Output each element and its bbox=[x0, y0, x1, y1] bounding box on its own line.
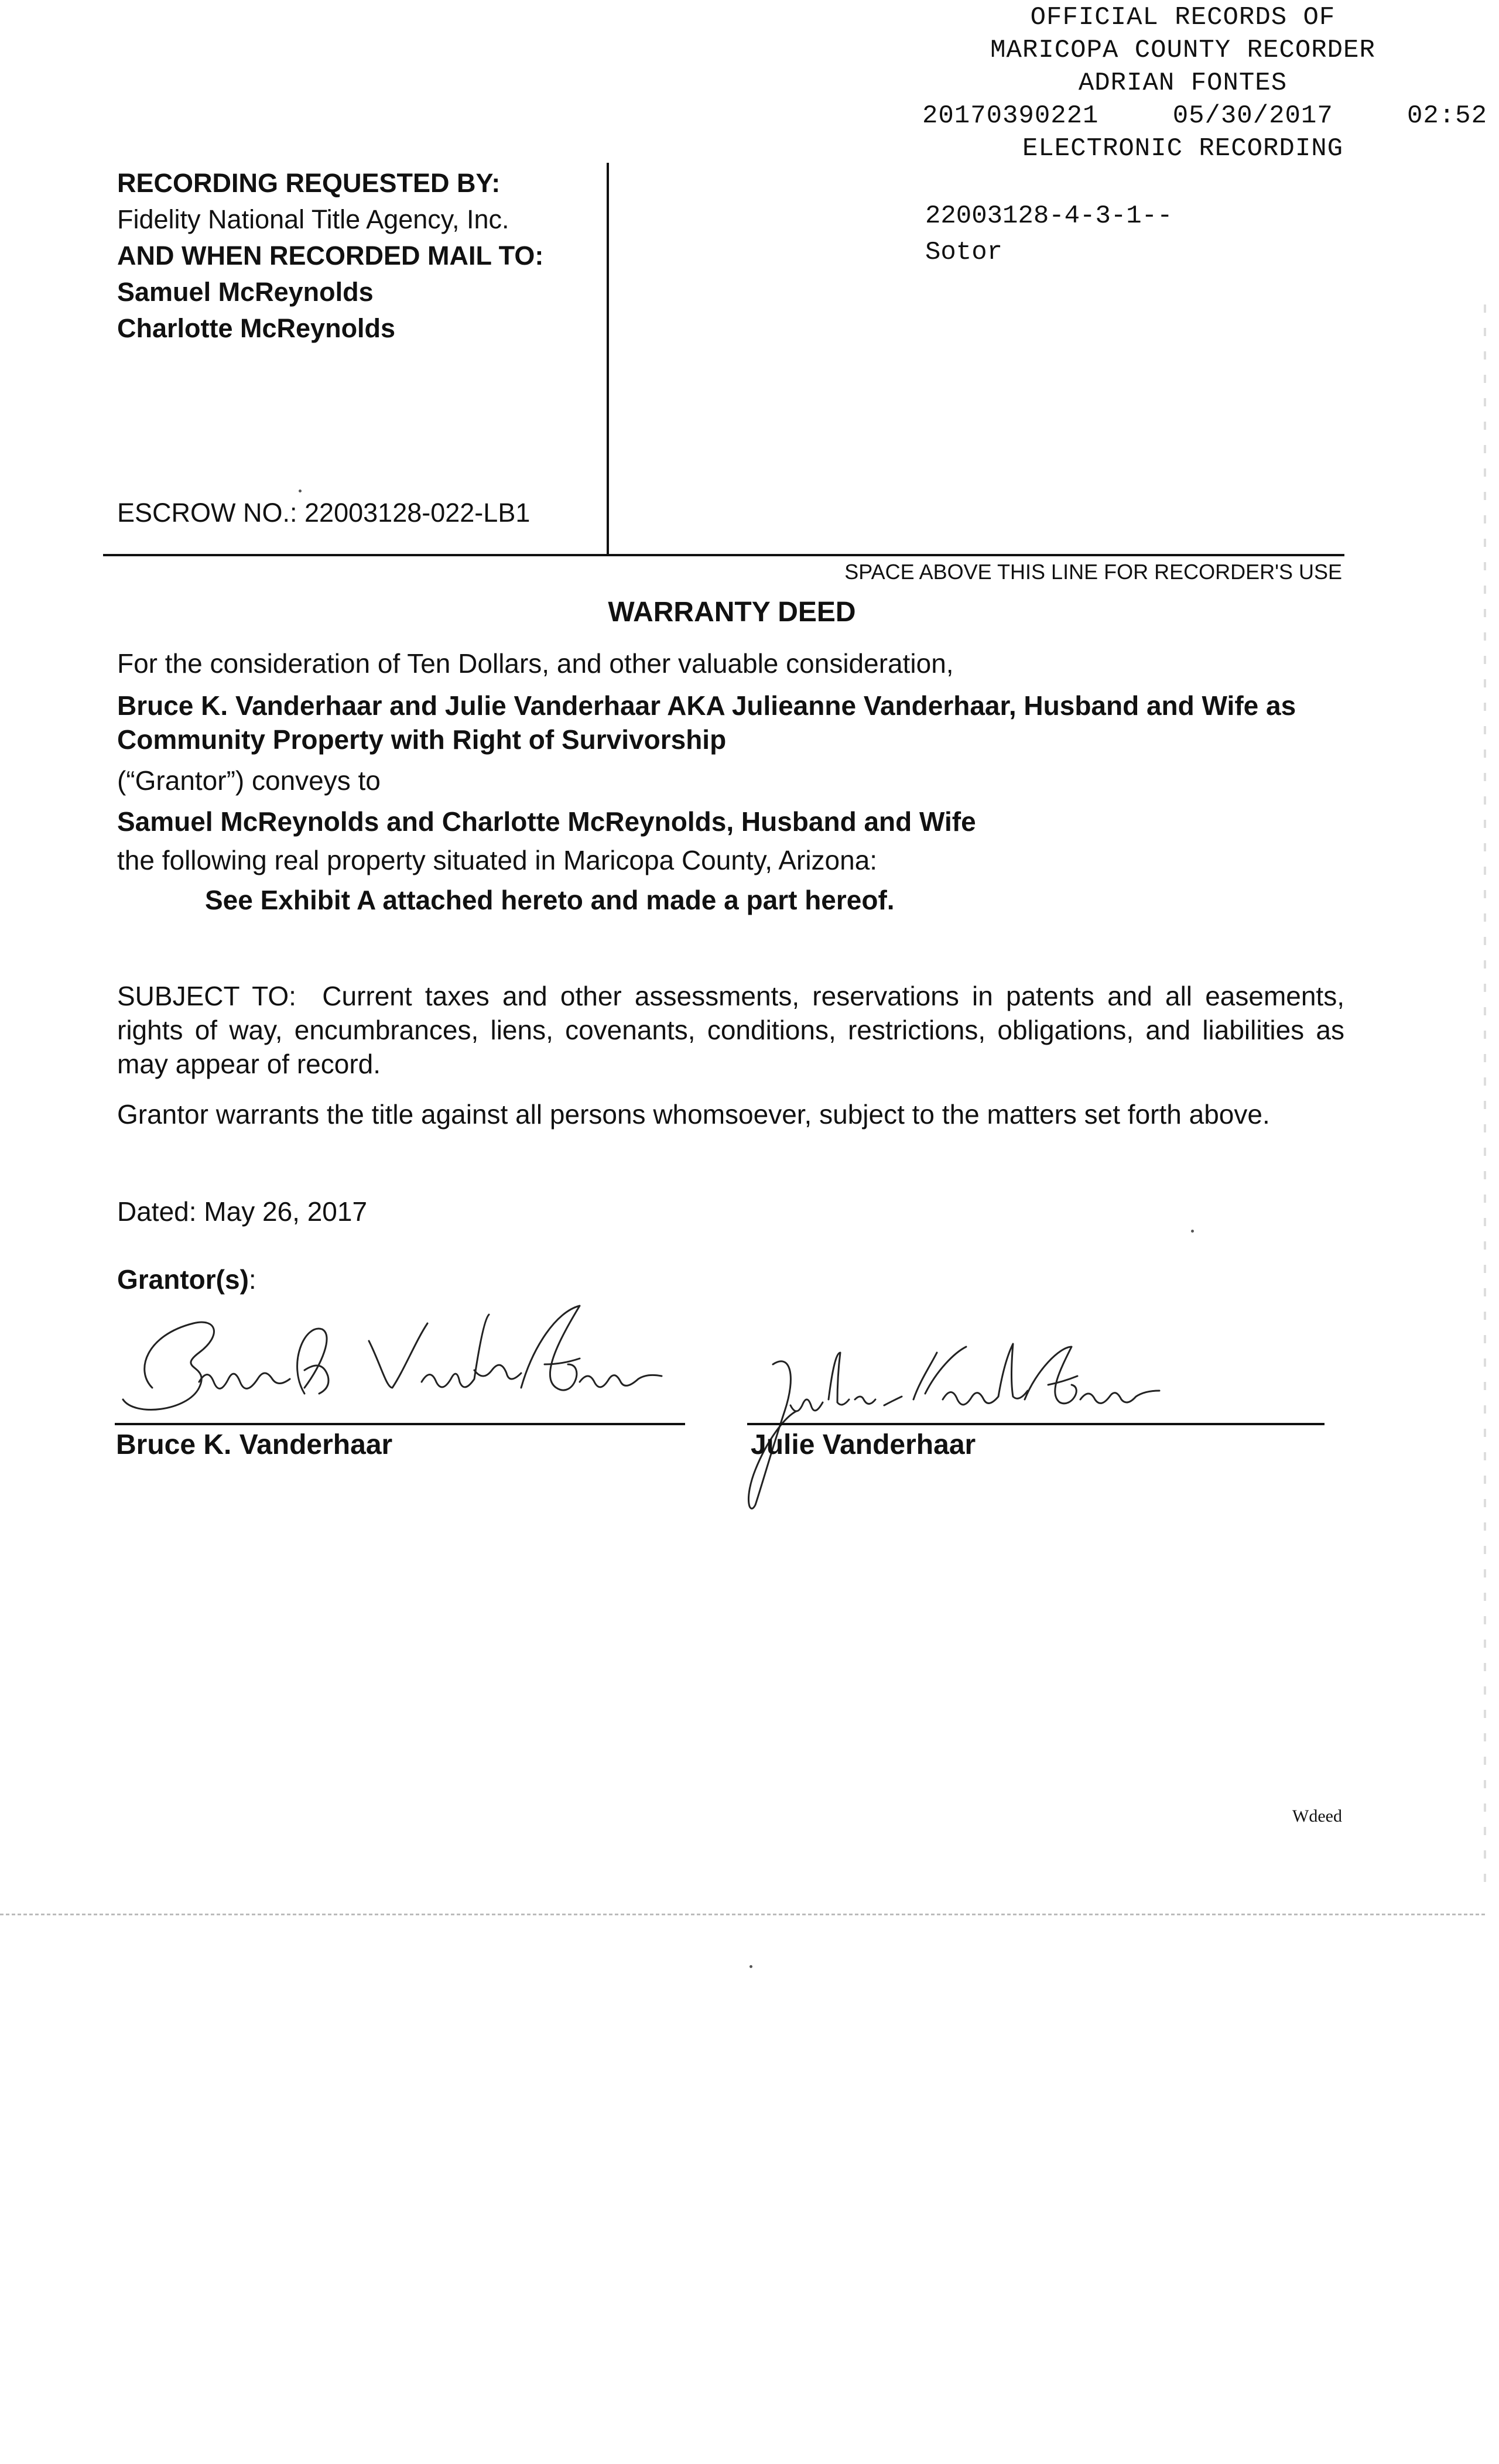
scan-speck bbox=[1191, 1230, 1194, 1233]
consideration-text: For the consideration of Ten Dollars, and other valuable consideration, bbox=[117, 648, 954, 679]
escrow-label: ESCROW NO.: bbox=[117, 498, 297, 528]
recording-request-block bbox=[117, 165, 543, 347]
recorder-escrow-code: 22003128-4-3-1-- bbox=[925, 201, 1173, 231]
requested-by-label: RECORDING REQUESTED BY: bbox=[117, 168, 501, 198]
signature-bruce-vanderhaar bbox=[111, 1300, 673, 1440]
mail-to-name-2: Charlotte McReynolds bbox=[117, 313, 396, 343]
scan-speck bbox=[299, 490, 302, 492]
stamp-line-1: OFFICIAL RECORDS OF bbox=[1030, 3, 1336, 32]
signer-1-name: Bruce K. Vanderhaar bbox=[116, 1429, 393, 1460]
stamp-record-row bbox=[878, 100, 1487, 132]
stamp-line-5: ELECTRONIC RECORDING bbox=[1022, 134, 1344, 163]
stamp-line-3: ADRIAN FONTES bbox=[1078, 69, 1288, 98]
grantors-colon: : bbox=[248, 1264, 256, 1295]
grantors-label: Grantor(s) bbox=[117, 1264, 249, 1295]
subject-to-clause: SUBJECT TO: Current taxes and other assessments, reservations in patents and all easements, rights of way, encumbrances, liens, covenants, conditions, restrictions, obligations, and liabilities as may appear of record. bbox=[117, 981, 1352, 1079]
recorder-stamp bbox=[878, 1, 1487, 165]
grantor-names: Bruce K. Vanderhaar and Julie Vanderhaar AKA Julieanne Vanderhaar, Husband and Wife as Community Property with Right of Survivorship bbox=[117, 690, 1296, 755]
record-time: 02:52 bbox=[1406, 101, 1487, 131]
space-above-note: SPACE ABOVE THIS LINE FOR RECORDER'S USE bbox=[844, 560, 1342, 584]
signature-line-1 bbox=[115, 1423, 685, 1425]
scan-speck bbox=[750, 1965, 752, 1968]
scan-artifact-line bbox=[0, 1914, 1487, 1915]
signer-2-name: Julie Vanderhaar bbox=[751, 1429, 976, 1460]
grantors-heading bbox=[117, 1262, 1344, 1296]
stamp-line-2: MARICOPA COUNTY RECORDER bbox=[990, 36, 1375, 65]
escrow-number: 22003128-022-LB1 bbox=[304, 498, 531, 528]
form-code: Wdeed bbox=[1292, 1806, 1342, 1826]
conveys-text: (“Grantor”) conveys to bbox=[117, 765, 381, 796]
warranty-clause: Grantor warrants the title against all persons whomsoever, subject to the matters set forth above. bbox=[117, 1099, 1270, 1130]
exhibit-reference: See Exhibit A attached hereto and made a part hereof. bbox=[205, 885, 895, 915]
record-number: 20170390221 bbox=[922, 101, 1099, 131]
property-intro: the following real property situated in Maricopa County, Arizona: bbox=[117, 845, 878, 875]
signature-julie-vanderhaar bbox=[732, 1329, 1189, 1522]
document-title: WARRANTY DEED bbox=[608, 597, 856, 628]
dated-line: Dated: May 26, 2017 bbox=[117, 1196, 368, 1227]
record-date: 05/30/2017 bbox=[1172, 101, 1333, 131]
signature-line-2 bbox=[747, 1423, 1325, 1425]
recorder-clerk: Sotor bbox=[925, 238, 1003, 267]
mail-to-label: AND WHEN RECORDED MAIL TO: bbox=[117, 241, 544, 271]
escrow-number-line bbox=[117, 498, 530, 528]
recorder-escrow-block bbox=[925, 198, 1172, 271]
grantee-names: Samuel McReynolds and Charlotte McReynolds, Husband and Wife bbox=[117, 806, 976, 837]
recorder-use-divider bbox=[103, 554, 1344, 556]
scan-artifact-edge bbox=[1484, 304, 1486, 1897]
mail-to-name-1: Samuel McReynolds bbox=[117, 277, 374, 307]
header-vertical-divider bbox=[607, 163, 609, 555]
requested-by: Fidelity National Title Agency, Inc. bbox=[117, 204, 509, 234]
